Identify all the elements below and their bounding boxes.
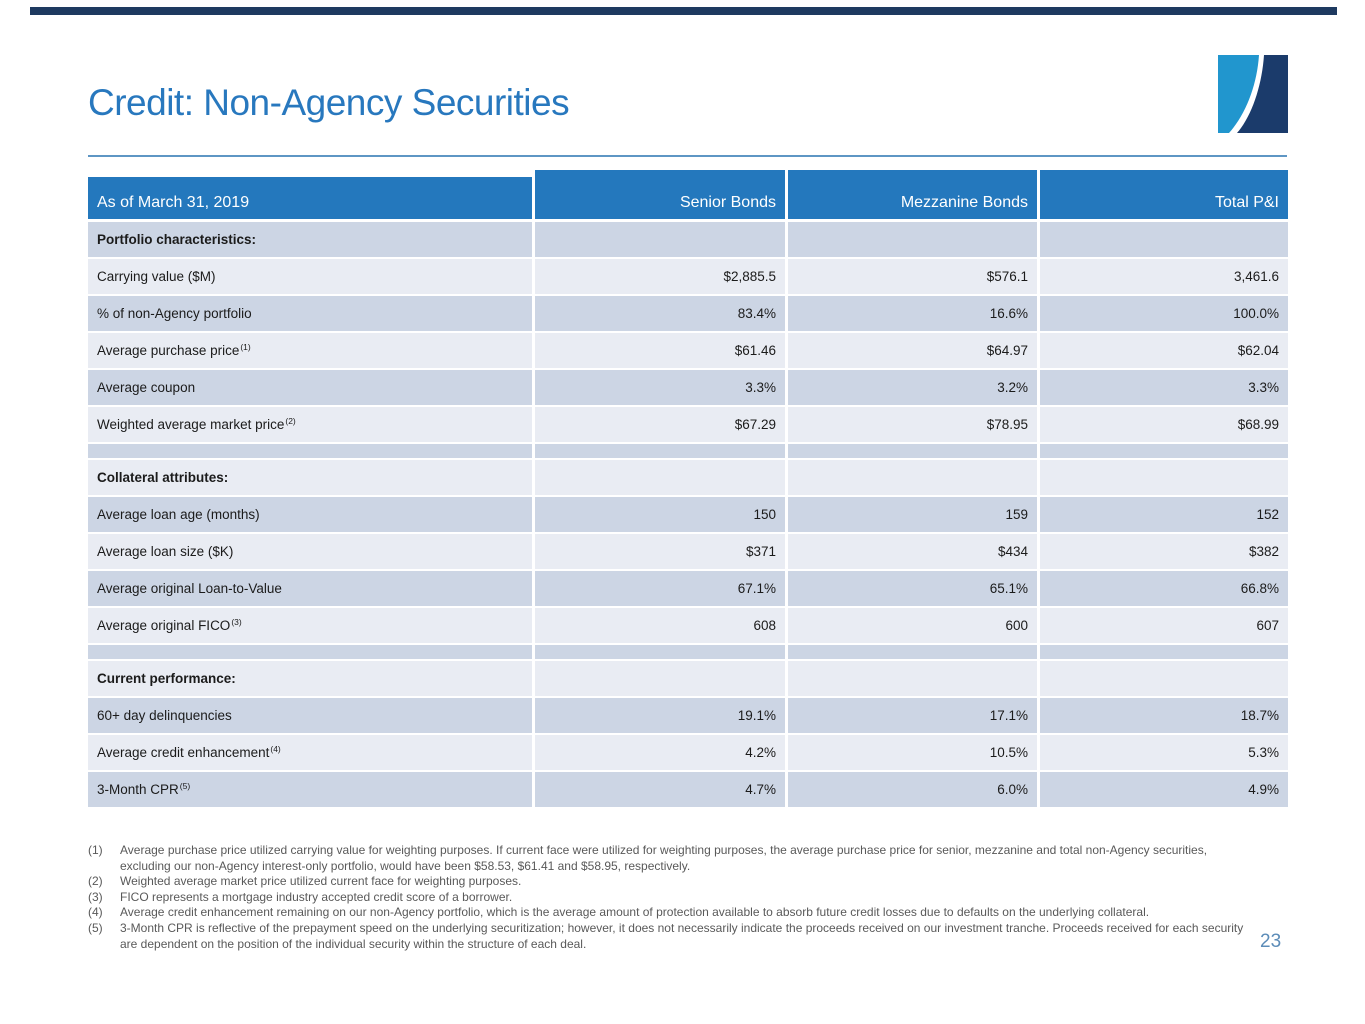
row-value (788, 661, 1037, 696)
table-row (88, 645, 1288, 659)
row-value: 100.0% (1040, 296, 1288, 331)
row-value: 83.4% (535, 296, 785, 331)
row-value (1040, 661, 1288, 696)
row-value: 4.2% (535, 735, 785, 770)
table-header-total-pi: Total P&I (1040, 170, 1288, 219)
row-value (1040, 645, 1288, 659)
table-row (88, 497, 1288, 532)
row-value: 152 (1040, 497, 1288, 532)
row-value (788, 444, 1037, 458)
table-body (88, 222, 1288, 807)
row-label: Average loan age (months) (88, 497, 532, 532)
table-row (88, 772, 1288, 807)
row-value: $64.97 (788, 333, 1037, 368)
row-label: Carrying value ($M) (88, 259, 532, 294)
section-label: Portfolio characteristics: (88, 222, 532, 257)
table-row (88, 735, 1288, 770)
footnote-text: Weighted average market price utilized current face for weighting purposes. (120, 874, 522, 889)
row-value (788, 222, 1037, 257)
page-number: 23 (1260, 931, 1282, 952)
footnote-text: FICO represents a mortgage industry accepted credit score of a borrower. (120, 889, 513, 904)
footnote-item (88, 843, 1253, 874)
row-value: $576.1 (788, 259, 1037, 294)
row-label: Average loan size ($K) (88, 534, 532, 569)
row-value: $67.29 (535, 407, 785, 442)
footnote-number: (1) (88, 843, 103, 857)
row-label: % of non-Agency portfolio (88, 296, 532, 331)
table-row (88, 698, 1288, 733)
footnote-number: (2) (88, 874, 103, 889)
table-row (88, 608, 1288, 643)
securities-table (88, 170, 1288, 809)
company-logo (1218, 55, 1288, 133)
row-value (788, 460, 1037, 495)
table-row (88, 661, 1288, 696)
row-value: $68.99 (1040, 407, 1288, 442)
footnote-text: 3-Month CPR is reflective of the prepayment speed on the underlying securitization; however, it does not necessarily indicate the proceeds received on our investment tranche. Proceeds received for each security are dependent on the position of the individual security within the structure of each deal. (120, 920, 1244, 951)
footnote-text: Average credit enhancement remaining on our non-Agency portfolio, which is the average amount of protection available to absorb future credit losses due to defaults on the underlying collateral. (120, 905, 1150, 920)
footnote-text: Average purchase price utilized carrying value for weighting purposes. If current face were utilized for weighting purposes, the average purchase price for senior, mezzanine and total non-Agency securities, excluding our non-Agency interest-only portfolio, would have been $58.53, $61.41 and $58.95, respectively. (120, 843, 1208, 873)
top-accent-bar (30, 7, 1337, 15)
row-label: Average original FICO $^{(3)}$ (88, 608, 532, 643)
section-label: Collateral attributes: (88, 460, 532, 495)
row-value: 150 (535, 497, 785, 532)
row-value: 18.7% (1040, 698, 1288, 733)
row-label: Average credit enhancement $^{(4)}$ (88, 735, 532, 770)
row-value: 65.1% (788, 571, 1037, 606)
row-value: 16.6% (788, 296, 1037, 331)
row-label: 3-Month CPR $^{(5)}$ (88, 772, 532, 807)
row-value (1040, 444, 1288, 458)
footnote-item (88, 905, 1253, 921)
row-value (535, 222, 785, 257)
row-value: 600 (788, 608, 1037, 643)
table-row (88, 333, 1288, 368)
page-title: Credit: Non-Agency Securities (88, 82, 570, 123)
row-value: 3.2% (788, 370, 1037, 405)
row-value (788, 645, 1037, 659)
row-value: 3,461.6 (1040, 259, 1288, 294)
row-value (1040, 222, 1288, 257)
title-divider (88, 155, 1287, 157)
row-value (1040, 460, 1288, 495)
row-value: 17.1% (788, 698, 1037, 733)
row-label: 60+ day delinquencies (88, 698, 532, 733)
row-value: 608 (535, 608, 785, 643)
footnote-item (88, 874, 1253, 890)
row-value (535, 661, 785, 696)
row-value (535, 460, 785, 495)
row-value: 66.8% (1040, 571, 1288, 606)
table-row (88, 222, 1288, 257)
row-value: 19.1% (535, 698, 785, 733)
table-header-senior-bonds: Senior Bonds (535, 170, 785, 219)
table-row (88, 571, 1288, 606)
footnote-number: (5) (88, 920, 103, 935)
table-row (88, 407, 1288, 442)
footnote-number: (4) (88, 905, 103, 920)
footnote-number: (3) (88, 889, 103, 904)
row-value: 607 (1040, 608, 1288, 643)
table-row (88, 296, 1288, 331)
row-label: Average coupon (88, 370, 532, 405)
table-row (88, 460, 1288, 495)
row-value: 5.3% (1040, 735, 1288, 770)
row-value (535, 645, 785, 659)
row-value: 6.0% (788, 772, 1037, 807)
row-label (88, 645, 532, 659)
row-value: $2,885.5 (535, 259, 785, 294)
row-label (88, 444, 532, 458)
row-value: 3.3% (535, 370, 785, 405)
row-value: $382 (1040, 534, 1288, 569)
row-value: 4.7% (535, 772, 785, 807)
table-header-mezzanine-bonds: Mezzanine Bonds (788, 170, 1037, 219)
footnote-item (88, 921, 1253, 952)
table-row (88, 534, 1288, 569)
row-label: Weighted average market price $^{(2)}$ (88, 407, 532, 442)
row-value: 3.3% (1040, 370, 1288, 405)
row-value: $78.95 (788, 407, 1037, 442)
row-label: Average purchase price $^{(1)}$ (88, 333, 532, 368)
row-value: 159 (788, 497, 1037, 532)
row-value (535, 444, 785, 458)
table-row (88, 370, 1288, 405)
row-value: 10.5% (788, 735, 1037, 770)
row-value: $371 (535, 534, 785, 569)
row-value: $62.04 (1040, 333, 1288, 368)
row-value: 4.9% (1040, 772, 1288, 807)
table-header-date: As of March 31, 2019 (88, 177, 532, 219)
section-label: Current performance: (88, 661, 532, 696)
row-value: $434 (788, 534, 1037, 569)
table-row (88, 259, 1288, 294)
table-header-row (88, 170, 1288, 219)
row-value: 67.1% (535, 571, 785, 606)
row-label: Average original Loan-to-Value (88, 571, 532, 606)
footnotes (88, 843, 1253, 952)
footnote-item (88, 890, 1253, 906)
table-row (88, 444, 1288, 458)
row-value: $61.46 (535, 333, 785, 368)
